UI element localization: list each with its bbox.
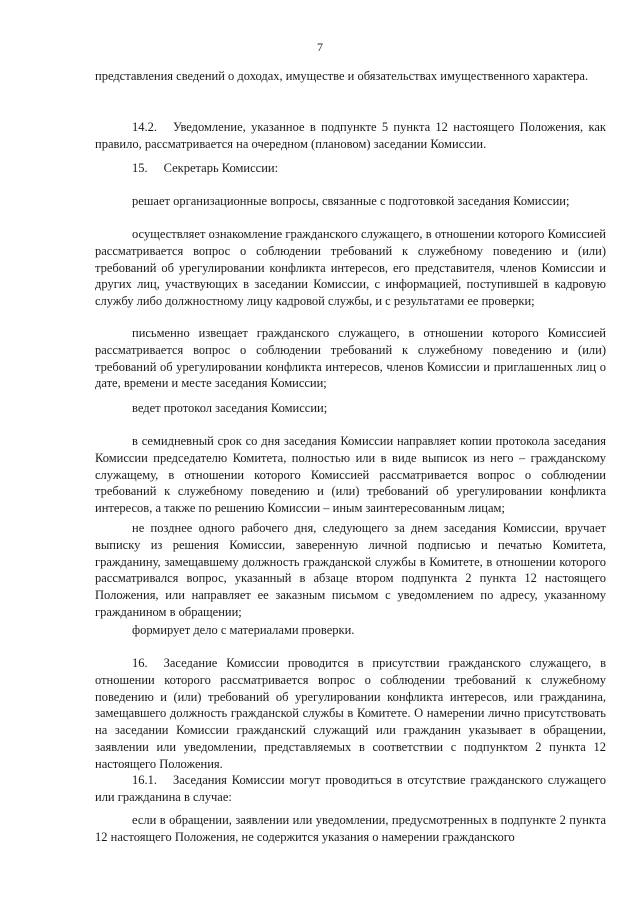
page-number: 7	[317, 40, 323, 54]
paragraph	[95, 193, 606, 210]
paragraph-text: Заседание Комиссии проводится в присутствии гражданского служащего, в отношении которого рассматривается вопрос о соблюдении требований к служебному поведению и (или) требований об урегулировании конфликта интересов, или гражданина, замещавшего должность гражданской службы в Комитете. О намерении лично присутствовать на заседании Комиссии гражданский служащий или гражданин указывает в обращении, заявлении или уведомлении, представляемых в соответствии с подпунктом 2 пункта 12 настоящего Положения.	[95, 656, 606, 771]
paragraph-text: Заседания Комиссии могут проводиться в отсутствие гражданского служащего или гражданина в случае:	[95, 773, 606, 804]
paragraph-text: ведет протокол заседания Комиссии;	[132, 401, 328, 415]
paragraph-text: осуществляет ознакомление гражданского служащего, в отношении которого Комиссией рассматривается вопрос о соблюдении требований к служебному поведению и (или) требований об урегулировании конфликта интересов, его представителя, членов Комиссии и других лиц, участвующих в заседании Комиссии, с информацией, поступившей в кадровую службу либо должностному лицу кадровой службы, и с результатами ее проверки;	[95, 227, 606, 309]
paragraph-text: в семидневный срок со дня заседания Комиссии направляет копии протокола заседания Комиссии председателю Комитета, полностью или в виде выписок из него – гражданскому служащему, в отношении которого Комиссией рассматривается вопрос о соблюдении требований к служебному поведению и (или) требований об урегулировании конфликта интересов, а также по решению Комиссии – иным заинтересованным лицам;	[95, 434, 606, 516]
paragraph-16-1	[95, 772, 606, 806]
paragraph-number: 14.2.	[132, 120, 157, 134]
paragraph-text: Секретарь Комиссии:	[163, 161, 279, 175]
paragraph-text: если в обращении, заявлении или уведомлении, предусмотренных в подпункте 2 пункта 12 настоящего Положения, не содержится указания о намерении гражданского	[95, 813, 606, 844]
paragraph	[95, 622, 606, 639]
paragraph-text: не позднее одного рабочего дня, следующего за днем заседания Комиссии, вручает выписку из решения Комиссии, заверенную личной подписью и печатью Комитета, гражданину, замещавшему должность гражданской службы в Комитете, в отношении которого рассматривался вопрос, указанный в абзаце втором подпункта 2 пункта 12 настоящего Положения, или направляет ее заказным письмом с уведомлением по адресу, указанному гражданином в обращении;	[95, 521, 606, 619]
paragraph-number: 16.	[132, 656, 148, 670]
paragraph-16	[95, 655, 606, 773]
paragraph	[95, 226, 606, 310]
paragraph	[95, 812, 606, 846]
paragraph	[95, 433, 606, 517]
paragraph-number: 16.1.	[132, 773, 157, 787]
paragraph-text: Уведомление, указанное в подпункте 5 пункта 12 настоящего Положения, как правило, рассматривается на очередном (плановом) заседании Комиссии.	[95, 120, 606, 151]
paragraph-text: решает организационные вопросы, связанные с подготовкой заседания Комиссии;	[132, 194, 570, 208]
paragraph	[95, 400, 606, 417]
paragraph	[95, 68, 606, 85]
paragraph	[95, 520, 606, 621]
paragraph-text: формирует дело с материалами проверки.	[132, 623, 355, 637]
paragraph	[95, 325, 606, 392]
paragraph-14-2	[95, 119, 606, 153]
paragraph-15	[95, 160, 606, 177]
paragraph-text: представления сведений о доходах, имуществе и обязательствах имущественного характера.	[95, 69, 589, 83]
paragraph-text: письменно извещает гражданского служащего, в отношении которого Комиссией рассматривается вопрос о соблюдении требований к служебному поведению и (или) требований об урегулировании конфликта интересов, членов Комиссии и приглашенных лиц о дате, времени и месте заседания Комиссии;	[95, 326, 606, 391]
paragraph-number: 15.	[132, 161, 148, 175]
